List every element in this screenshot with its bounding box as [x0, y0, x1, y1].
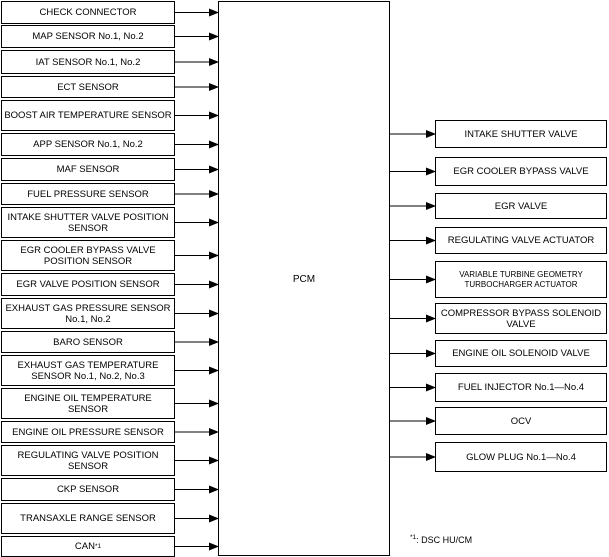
output-box [435, 373, 607, 402]
input-box [1, 421, 175, 443]
input-box [1, 355, 175, 386]
output-box [435, 261, 607, 298]
output-box [435, 157, 607, 186]
input-label: MAP SENSOR No.1, No.2 [32, 31, 144, 42]
output-label: GLOW PLUG No.1—No.4 [466, 451, 576, 463]
output-box [435, 442, 607, 472]
output-label: REGULATING VALVE ACTUATOR [447, 235, 595, 246]
input-box [1, 50, 175, 74]
input-label: FUEL PRESSURE SENSOR [27, 188, 149, 200]
input-label: MAF SENSOR [56, 164, 120, 175]
pcm-block [218, 1, 390, 556]
output-box [435, 340, 607, 367]
input-box [1, 133, 175, 156]
input-box [1, 388, 175, 419]
output-label: EGR COOLER BYPASS VALVE [453, 166, 589, 177]
input-box [1, 536, 175, 557]
input-box [1, 76, 175, 98]
output-label: ENGINE OIL SOLENOID VALVE [452, 348, 590, 359]
input-label: CAN [74, 541, 95, 552]
input-label: ECT SENSOR [57, 81, 119, 93]
input-box [1, 331, 175, 353]
input-label: CHECK CONNECTOR [39, 7, 137, 18]
input-box [1, 240, 175, 271]
input-label: EGR VALVE POSITION SENSOR [16, 279, 160, 290]
input-label: REGULATING VALVE POSITION SENSOR [17, 449, 159, 472]
input-box [1, 503, 175, 534]
input-label: EGR COOLER BYPASS VALVE POSITION SENSOR [20, 244, 156, 267]
input-label: INTAKE SHUTTER VALVE POSITION SENSOR [7, 211, 169, 234]
output-box [435, 120, 607, 148]
input-box [1, 158, 175, 181]
output-box [435, 193, 607, 219]
input-label: IAT SENSOR No.1, No.2 [35, 56, 141, 68]
pcm-label: PCM [292, 274, 316, 285]
output-label: COMPRESSOR BYPASS SOLENOID VALVE [440, 307, 602, 330]
input-label: TRANSAXLE RANGE SENSOR [20, 513, 156, 524]
input-box [1, 298, 175, 329]
input-label: EXHAUST GAS PRESSURE SENSOR No.1, No.2 [5, 302, 171, 325]
input-box [1, 207, 175, 238]
input-label: CKP SENSOR [56, 484, 120, 495]
footnote-text: : DSC HU/CM [416, 535, 473, 545]
output-label: FUEL INJECTOR No.1—No.4 [457, 382, 585, 393]
output-box [435, 227, 607, 254]
input-box [1, 1, 175, 24]
input-box [1, 183, 175, 205]
input-label: BOOST AIR TEMPERATURE SENSOR [4, 110, 172, 121]
output-box [435, 303, 607, 334]
output-label: OCV [510, 415, 532, 427]
input-box [1, 100, 175, 131]
input-box [1, 478, 175, 501]
input-label: ENGINE OIL TEMPERATURE SENSOR [24, 392, 152, 415]
footnote-mark: *1 [410, 534, 417, 541]
output-label: VARIABLE TURBINE GEOMETRY TURBOCHARGER ACTUATOR [459, 270, 583, 289]
input-footnote-mark: *1 [94, 543, 102, 550]
input-label: APP SENSOR No.1, No.2 [33, 139, 143, 150]
output-box [435, 407, 607, 435]
output-label: EGR VALVE [494, 200, 548, 212]
footnote [410, 534, 472, 545]
input-label: ENGINE OIL PRESSURE SENSOR [12, 426, 164, 438]
input-label: BARO SENSOR [53, 336, 123, 348]
input-label: EXHAUST GAS TEMPERATURE SENSOR No.1, No.2, No.3 [17, 359, 159, 382]
input-box [1, 445, 175, 476]
input-box [1, 25, 175, 48]
input-box [1, 273, 175, 296]
output-label: INTAKE SHUTTER VALVE [464, 128, 578, 140]
